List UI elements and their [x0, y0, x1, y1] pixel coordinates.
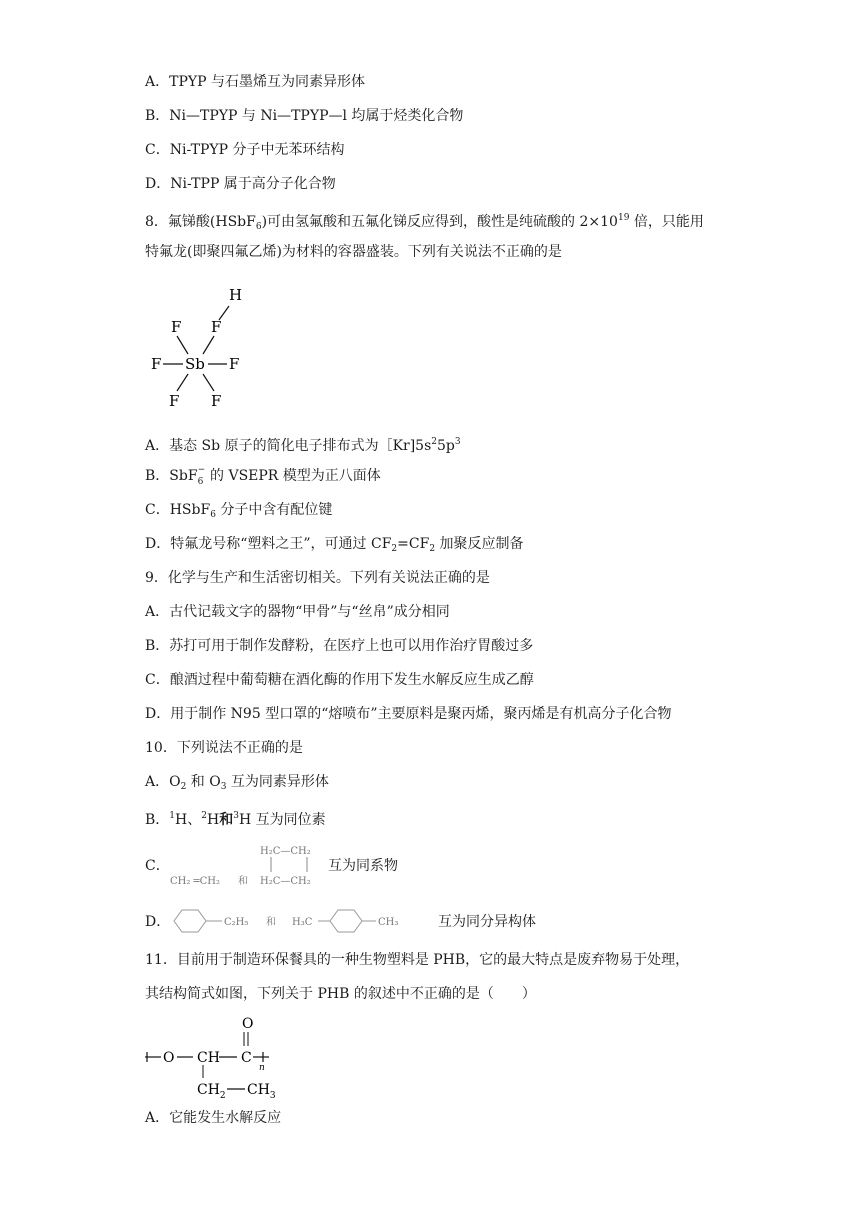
q7-option-d: D．Ni-TPP 属于高分子化合物 — [145, 176, 336, 192]
xylene-left-methyl: H₃C — [292, 917, 313, 928]
xylene-right-methyl: CH₃ — [378, 917, 399, 928]
and-label: 和 — [238, 876, 248, 887]
f-atom-label: F — [171, 318, 182, 336]
q7-option-a: A．TPYP 与石墨烯互为同素异形体 — [145, 74, 365, 90]
q7-option-b: B．Ni—TPYP 与 Ni—TPYP—l 均属于烃类化合物 — [145, 108, 464, 124]
f-atom-label: F — [151, 355, 162, 373]
sb-atom-label: Sb — [185, 355, 205, 373]
hsbf6-structure-diagram — [145, 280, 255, 415]
q10-option-d-label: D． — [145, 914, 171, 930]
ch-group: CH — [197, 1050, 220, 1066]
q7-option-c: C．Ni-TPYP 分子中无苯环结构 — [145, 142, 345, 158]
chain-oxygen: O — [163, 1050, 175, 1066]
q10d-structures — [168, 904, 438, 938]
q10-stem: 10．下列说法不正确的是 — [145, 740, 303, 756]
q8-option-a: A．基态 Sb 原子的简化电子排布式为$[Kr]5s^25p^3$ — [145, 437, 461, 454]
q10-option-a: A．$O_2$ 和 $O_3$ 互为同素异形体 — [145, 774, 329, 792]
q10-option-c-label: C． — [145, 858, 170, 874]
cyclobutane-top: H₂C—CH₂ — [260, 846, 311, 857]
f-atom-label: F — [211, 392, 222, 410]
carbonyl-oxygen: O — [242, 1016, 254, 1032]
q11-option-a: A．它能发生水解反应 — [145, 1110, 282, 1126]
and-label: 和 — [266, 917, 276, 928]
phb-structure-diagram — [145, 1012, 305, 1102]
ethylene-formula: CH₂ ═CH₂ — [170, 876, 220, 887]
q9-option-a: A．古代记载文字的器物“甲骨”与“丝帛”成分相同 — [145, 604, 450, 620]
ch2-group: $CH_2$ — [197, 1082, 226, 1101]
q8-option-c: C．HSbF$_6$ 分子中含有配位键 — [145, 502, 333, 520]
ch3-group: $CH_3$ — [247, 1082, 276, 1101]
f-atom-label: F — [169, 392, 180, 410]
ethylbenzene-substituent: C₂H₅ — [224, 917, 249, 928]
q9-stem: 9．化学与生产和生活密切相关。下列有关说法正确的是 — [145, 570, 490, 586]
repeat-n: n — [259, 1063, 265, 1073]
q10c-structures — [168, 842, 328, 890]
q8-option-d: D．特氟龙号称“塑料之王”，可通过 $CF_2=CF_2$ 加聚反应制备 — [145, 536, 524, 554]
h-atom-label: H — [229, 286, 243, 304]
cyclobutane-bottom: H₂C—CH₂ — [260, 876, 311, 887]
q9-option-c: C．酿酒过程中葡萄糖在酒化酶的作用下发生水解反应生成乙醇 — [145, 672, 534, 688]
q10-option-c-text: 互为同系物 — [328, 858, 398, 874]
carbonyl-carbon: C — [241, 1050, 252, 1066]
q11-stem-line2: 其结构简式如图，下列关于 PHB 的叙述中不正确的是（ ） — [145, 986, 536, 1002]
f-atom-label: F — [229, 355, 240, 373]
f-atom-label: F — [211, 318, 222, 336]
q8-stem-line2: 特氟龙(即聚四氟乙烯)为材料的容器盛装。下列有关说法不正确的是 — [145, 244, 562, 260]
q8-option-b: B．SbF − 6 的 VSEPR 模型为正八面体 — [145, 465, 381, 487]
q9-option-b: B．苏打可用于制作发酵粉，在医疗上也可以用作治疗胃酸过多 — [145, 638, 534, 654]
q11-stem-line1: 11．目前用于制造环保餐具的一种生物塑料是 PHB，它的最大特点是废弃物易于处理， — [145, 952, 690, 968]
q9-option-d: D．用于制作 N95 型口罩的“熔喷布”主要原料是聚丙烯，聚丙烯是有机高分子化合物 — [145, 706, 672, 722]
q10-option-b: B．$^1$H、$^2$H和$^3$H 互为同位素 — [145, 811, 326, 828]
q8-stem-line1: 8．氟锑酸(HSbF$_6$)可由氢氟酸和五氟化锑反应得到，酸性是纯硫酸的 $2\times 10^{19}$ 倍，只能用 — [145, 213, 704, 232]
q10-option-d-text: 互为同分异构体 — [438, 914, 536, 930]
